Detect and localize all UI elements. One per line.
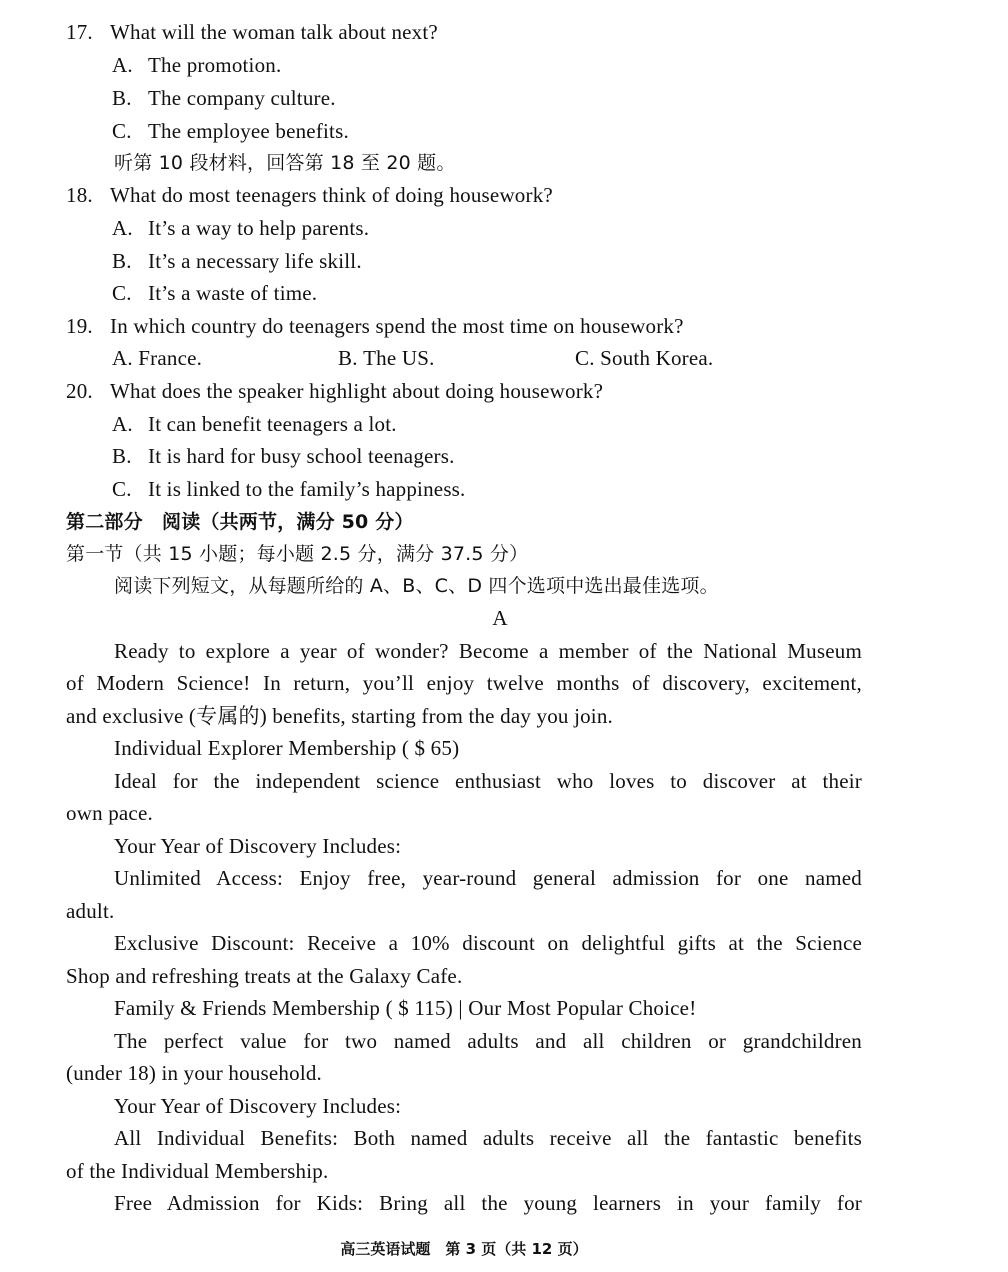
passage-intro-line: of Modern Science! In return, you’ll enjoy twelve months of discovery, excitement, xyxy=(66,671,862,695)
option-text: It is linked to the family’s happiness. xyxy=(148,477,466,501)
question-text: What do most teenagers think of doing housework? xyxy=(110,183,553,207)
option-text: It is hard for busy school teenagers. xyxy=(148,444,455,468)
family-membership-heading: Family & Friends Membership ( $ 115) | Our Most Popular Choice! xyxy=(114,996,697,1020)
option-19a xyxy=(112,344,202,372)
option-17c xyxy=(112,117,349,145)
option-text: The promotion. xyxy=(148,53,282,77)
individual-desc-line: Ideal for the independent science enthusiast who loves to discover at their xyxy=(114,769,862,793)
option-text: France. xyxy=(138,346,203,370)
option-18b xyxy=(112,247,362,275)
option-text: South Korea. xyxy=(600,346,714,370)
option-label: C. xyxy=(575,346,595,370)
option-18c xyxy=(112,279,317,307)
individual-desc-line: own pace. xyxy=(66,801,153,825)
reading-instruction: 阅读下列短文，从每题所给的 A、B、C、D 四个选项中选出最佳选项。 xyxy=(114,575,719,597)
part-title: 第二部分 阅读（共两节，满分 50 分） xyxy=(66,511,414,533)
family-desc-line: The perfect value for two named adults and all children or grandchildren xyxy=(114,1029,862,1053)
question-number: 18. xyxy=(66,183,93,207)
question-number: 19. xyxy=(66,314,93,338)
question-number: 17. xyxy=(66,20,93,44)
option-label: A. xyxy=(112,346,133,370)
option-20b xyxy=(112,442,455,470)
options-19 xyxy=(112,344,812,372)
page-footer: 高三英语试题 第 3 页（共 12 页） xyxy=(340,1240,588,1258)
exclusive-discount-line: Shop and refreshing treats at the Galaxy Cafe. xyxy=(66,964,463,988)
exclusive-discount-line: Exclusive Discount: Receive a 10% discount on delightful gifts at the Science xyxy=(114,931,862,955)
option-19c xyxy=(575,344,713,372)
all-benefits-line: All Individual Benefits: Both named adults receive all the fantastic benefits xyxy=(114,1126,862,1150)
question-text: What will the woman talk about next? xyxy=(110,20,438,44)
listening-instruction: 听第 10 段材料，回答第 18 至 20 题。 xyxy=(114,152,456,174)
option-label: B. xyxy=(338,346,358,370)
option-text: The employee benefits. xyxy=(148,119,349,143)
question-number: 20. xyxy=(66,379,93,403)
subsection-title: 第一节（共 15 小题；每小题 2.5 分，满分 37.5 分） xyxy=(66,543,529,565)
option-text: It’s a way to help parents. xyxy=(148,216,370,240)
question-text: What does the speaker highlight about doing housework? xyxy=(110,379,604,403)
includes-heading: Your Year of Discovery Includes: xyxy=(114,834,402,858)
option-label: C. xyxy=(112,281,132,305)
includes-heading: Your Year of Discovery Includes: xyxy=(114,1094,402,1118)
option-text: It’s a necessary life skill. xyxy=(148,249,362,273)
option-label: B. xyxy=(112,444,132,468)
option-label: B. xyxy=(112,249,132,273)
unlimited-access-line: Unlimited Access: Enjoy free, year-round general admission for one named xyxy=(114,866,862,890)
option-label: B. xyxy=(112,86,132,110)
option-text: It can benefit teenagers a lot. xyxy=(148,412,397,436)
free-admission-line: Free Admission for Kids: Bring all the young learners in your family for xyxy=(114,1191,862,1215)
family-desc-line: (under 18) in your household. xyxy=(66,1061,323,1085)
option-19b xyxy=(338,344,435,372)
option-label: C. xyxy=(112,477,132,501)
option-text: The US. xyxy=(363,346,435,370)
all-benefits-line: of the Individual Membership. xyxy=(66,1159,329,1183)
option-label: A. xyxy=(112,412,133,436)
option-18a xyxy=(112,214,369,242)
question-17 xyxy=(66,18,438,46)
option-label: A. xyxy=(112,53,133,77)
option-17a xyxy=(112,51,281,79)
passage-intro-line: and exclusive (专属的) benefits, starting from the day you join. xyxy=(66,704,613,728)
individual-membership-heading: Individual Explorer Membership ( $ 65) xyxy=(114,736,460,760)
option-text: It’s a waste of time. xyxy=(148,281,318,305)
question-18 xyxy=(66,181,553,209)
option-20a xyxy=(112,410,397,438)
option-label: C. xyxy=(112,119,132,143)
option-20c xyxy=(112,475,466,503)
question-19 xyxy=(66,312,684,340)
option-17b xyxy=(112,84,336,112)
option-label: A. xyxy=(112,216,133,240)
option-text: The company culture. xyxy=(148,86,336,110)
unlimited-access-line: adult. xyxy=(66,899,115,923)
question-text: In which country do teenagers spend the most time on housework? xyxy=(110,314,684,338)
question-20 xyxy=(66,377,603,405)
passage-intro-line: Ready to explore a year of wonder? Become a member of the National Museum xyxy=(114,639,862,663)
passage-label: A xyxy=(492,606,508,630)
